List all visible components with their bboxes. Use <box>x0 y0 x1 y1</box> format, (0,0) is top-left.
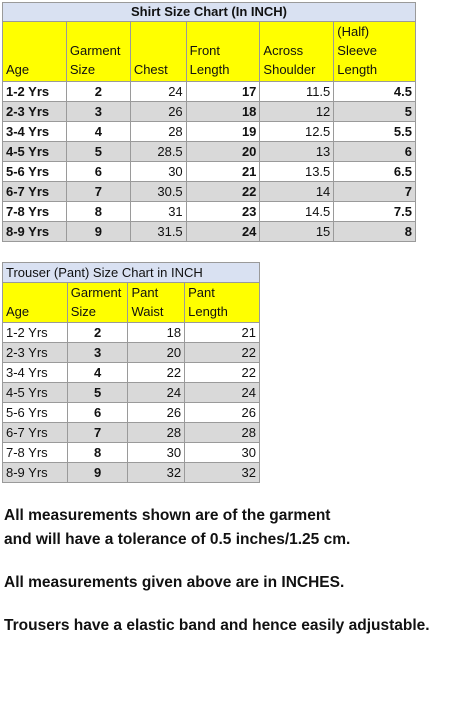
shirt-header-front: Front Length <box>186 22 260 82</box>
trouser-cell-age: 8-9 Yrs <box>3 463 68 483</box>
shirt-cell-age: 8-9 Yrs <box>3 222 67 242</box>
shirt-cell-shoulder: 13.5 <box>260 162 334 182</box>
shirt-header-chest: Chest <box>130 22 186 82</box>
trouser-cell-garment: 3 <box>67 343 128 363</box>
trouser-cell-waist: 30 <box>128 443 185 463</box>
shirt-cell-garment: 5 <box>66 142 130 162</box>
shirt-cell-front: 17 <box>186 82 260 102</box>
trouser-cell-garment: 7 <box>67 423 128 443</box>
shirt-cell-chest: 30 <box>130 162 186 182</box>
shirt-cell-shoulder: 11.5 <box>260 82 334 102</box>
trouser-cell-waist: 22 <box>128 363 185 383</box>
shirt-table-row <box>3 202 416 222</box>
shirt-cell-shoulder: 14 <box>260 182 334 202</box>
shirt-cell-chest: 28 <box>130 122 186 142</box>
shirt-cell-chest: 30.5 <box>130 182 186 202</box>
trouser-table-row <box>3 323 260 343</box>
trouser-cell-age: 4-5 Yrs <box>3 383 68 403</box>
trouser-cell-length: 26 <box>185 403 260 423</box>
trouser-cell-waist: 32 <box>128 463 185 483</box>
trouser-cell-length: 28 <box>185 423 260 443</box>
trouser-cell-age: 7-8 Yrs <box>3 443 68 463</box>
shirt-cell-age: 4-5 Yrs <box>3 142 67 162</box>
trouser-cell-garment: 6 <box>67 403 128 423</box>
shirt-cell-chest: 31 <box>130 202 186 222</box>
shirt-cell-garment: 4 <box>66 122 130 142</box>
trouser-cell-age: 2-3 Yrs <box>3 343 68 363</box>
shirt-table-title: Shirt Size Chart (In INCH) <box>3 3 416 22</box>
trouser-table-row <box>3 423 260 443</box>
shirt-cell-front: 18 <box>186 102 260 122</box>
shirt-cell-age: 5-6 Yrs <box>3 162 67 182</box>
shirt-cell-shoulder: 13 <box>260 142 334 162</box>
shirt-table-row <box>3 122 416 142</box>
trouser-cell-garment: 4 <box>67 363 128 383</box>
shirt-cell-sleeve: 4.5 <box>334 82 416 102</box>
trouser-table-row <box>3 343 260 363</box>
shirt-cell-chest: 31.5 <box>130 222 186 242</box>
note-line-3: All measurements given above are in INCHES. <box>4 574 345 591</box>
shirt-cell-sleeve: 7 <box>334 182 416 202</box>
shirt-cell-shoulder: 12 <box>260 102 334 122</box>
trouser-header-waist: Pant Waist <box>128 283 185 323</box>
trouser-cell-length: 21 <box>185 323 260 343</box>
shirt-cell-front: 21 <box>186 162 260 182</box>
shirt-cell-shoulder: 14.5 <box>260 202 334 222</box>
shirt-table-row <box>3 142 416 162</box>
shirt-cell-sleeve: 6.5 <box>334 162 416 182</box>
shirt-cell-front: 22 <box>186 182 260 202</box>
note-line-1: All measurements shown are of the garment <box>4 507 331 524</box>
shirt-cell-chest: 26 <box>130 102 186 122</box>
trouser-cell-waist: 28 <box>128 423 185 443</box>
trouser-cell-garment: 9 <box>67 463 128 483</box>
shirt-table-row <box>3 182 416 202</box>
shirt-size-table <box>2 2 416 242</box>
trouser-size-table <box>2 262 260 483</box>
trouser-cell-garment: 5 <box>67 383 128 403</box>
shirt-header-age: Age <box>3 22 67 82</box>
trouser-table-title: Trouser (Pant) Size Chart in INCH <box>3 263 260 283</box>
trouser-cell-waist: 20 <box>128 343 185 363</box>
shirt-table-row <box>3 162 416 182</box>
trouser-cell-age: 5-6 Yrs <box>3 403 68 423</box>
shirt-cell-age: 2-3 Yrs <box>3 102 67 122</box>
trouser-header-age: Age <box>3 283 68 323</box>
shirt-header-shoulder: Across Shoulder <box>260 22 334 82</box>
shirt-cell-sleeve: 6 <box>334 142 416 162</box>
shirt-header-sleeve: (Half) Sleeve Length <box>334 22 416 82</box>
trouser-cell-length: 22 <box>185 363 260 383</box>
shirt-cell-garment: 6 <box>66 162 130 182</box>
measurement-notes <box>4 504 472 638</box>
trouser-table-row <box>3 383 260 403</box>
shirt-cell-age: 1-2 Yrs <box>3 82 67 102</box>
trouser-table-row <box>3 403 260 423</box>
shirt-cell-chest: 28.5 <box>130 142 186 162</box>
shirt-cell-front: 24 <box>186 222 260 242</box>
shirt-cell-shoulder: 12.5 <box>260 122 334 142</box>
trouser-cell-length: 32 <box>185 463 260 483</box>
shirt-cell-age: 6-7 Yrs <box>3 182 67 202</box>
shirt-cell-garment: 3 <box>66 102 130 122</box>
note-line-2: and will have a tolerance of 0.5 inches/1.25 cm. <box>4 531 351 548</box>
shirt-cell-garment: 2 <box>66 82 130 102</box>
shirt-cell-sleeve: 8 <box>334 222 416 242</box>
note-line-4: Trousers have a elastic band and hence easily adjustable. <box>4 617 430 634</box>
trouser-cell-age: 1-2 Yrs <box>3 323 68 343</box>
shirt-cell-age: 3-4 Yrs <box>3 122 67 142</box>
trouser-cell-waist: 26 <box>128 403 185 423</box>
trouser-table-row <box>3 443 260 463</box>
shirt-cell-front: 20 <box>186 142 260 162</box>
shirt-cell-front: 19 <box>186 122 260 142</box>
trouser-cell-length: 30 <box>185 443 260 463</box>
trouser-table-row <box>3 363 260 383</box>
shirt-cell-chest: 24 <box>130 82 186 102</box>
trouser-cell-age: 6-7 Yrs <box>3 423 68 443</box>
shirt-cell-age: 7-8 Yrs <box>3 202 67 222</box>
trouser-cell-length: 22 <box>185 343 260 363</box>
shirt-table-row <box>3 82 416 102</box>
shirt-cell-garment: 8 <box>66 202 130 222</box>
shirt-table-row <box>3 102 416 122</box>
trouser-cell-waist: 18 <box>128 323 185 343</box>
trouser-header-length: Pant Length <box>185 283 260 323</box>
shirt-cell-sleeve: 5.5 <box>334 122 416 142</box>
shirt-cell-garment: 7 <box>66 182 130 202</box>
shirt-cell-garment: 9 <box>66 222 130 242</box>
shirt-table-row <box>3 222 416 242</box>
trouser-cell-waist: 24 <box>128 383 185 403</box>
shirt-cell-sleeve: 7.5 <box>334 202 416 222</box>
trouser-cell-garment: 8 <box>67 443 128 463</box>
trouser-table-row <box>3 463 260 483</box>
trouser-cell-length: 24 <box>185 383 260 403</box>
shirt-cell-front: 23 <box>186 202 260 222</box>
shirt-cell-sleeve: 5 <box>334 102 416 122</box>
trouser-cell-age: 3-4 Yrs <box>3 363 68 383</box>
trouser-cell-garment: 2 <box>67 323 128 343</box>
shirt-header-garment: Garment Size <box>66 22 130 82</box>
shirt-cell-shoulder: 15 <box>260 222 334 242</box>
trouser-header-garment: Garment Size <box>67 283 128 323</box>
